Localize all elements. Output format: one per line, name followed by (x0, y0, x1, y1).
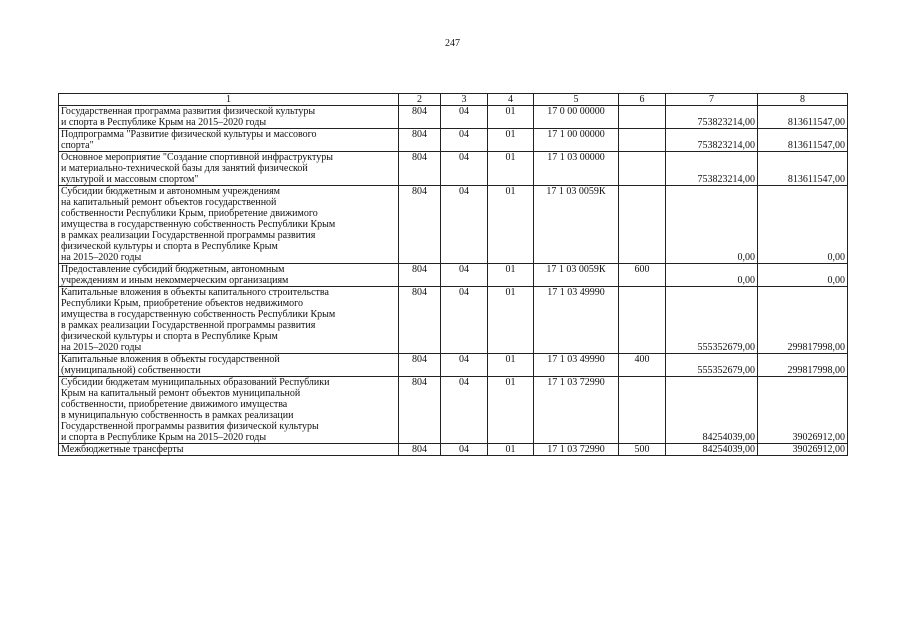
row-name-line: имущества в государственную собственность Республики Крым (61, 219, 336, 230)
amount-2020-cell: 299817998,00 (758, 287, 848, 354)
row-name-line: физической культуры и спорта в Республике Крым (61, 331, 278, 342)
row-name-line: на 2015–2020 годы (61, 252, 142, 263)
amount-2019-cell: 0,00 (666, 264, 758, 287)
row-name-cell (59, 377, 399, 444)
amount-2020-cell: 813611547,00 (758, 152, 848, 186)
row-name-line: в рамках реализации Государственной программы развития (61, 320, 316, 331)
row-name-line: на капитальный ремонт объектов государственной (61, 197, 277, 208)
row-name-line: в муниципальную собственность в рамках реализации (61, 410, 294, 421)
subsection-code-cell: 01 (488, 287, 534, 354)
amount-2019-cell: 555352679,00 (666, 287, 758, 354)
amount-2019-cell: 753823214,00 (666, 106, 758, 129)
row-name-cell (59, 129, 399, 152)
header-cell: 7 (666, 94, 758, 106)
table-row (59, 377, 848, 444)
expense-type-cell: 400 (619, 354, 666, 377)
header-cell: 5 (534, 94, 619, 106)
header-cell: 1 (59, 94, 399, 106)
row-name-line: в рамках реализации Государственной программы развития (61, 230, 316, 241)
section-code-cell: 04 (441, 152, 488, 186)
subsection-code-cell: 01 (488, 377, 534, 444)
row-name-line: культурой и массовым спортом" (61, 174, 199, 185)
row-name-line: собственности Республики Крым, приобретение движимого (61, 208, 318, 219)
expense-type-cell (619, 287, 666, 354)
row-name-line: Государственная программа развития физической культуры (61, 106, 316, 117)
table-header-row (59, 94, 848, 106)
table-row (59, 264, 848, 287)
amount-2019-cell: 0,00 (666, 186, 758, 264)
table-row (59, 129, 848, 152)
expense-type-cell (619, 152, 666, 186)
table-row (59, 152, 848, 186)
expense-type-cell (619, 129, 666, 152)
section-code-cell: 04 (441, 186, 488, 264)
table-row (59, 287, 848, 354)
row-name-line: (муниципальной) собственности (61, 365, 201, 376)
section-code-cell: 04 (441, 444, 488, 456)
section-code-cell: 04 (441, 354, 488, 377)
expense-type-cell (619, 106, 666, 129)
header-cell: 4 (488, 94, 534, 106)
row-name-line: спорта" (61, 140, 94, 151)
ministry-code-cell: 804 (399, 186, 441, 264)
target-article-cell: 17 1 03 0059К (534, 186, 619, 264)
header-cell: 3 (441, 94, 488, 106)
subsection-code-cell: 01 (488, 152, 534, 186)
row-name-line: физической культуры и спорта в Республике Крым (61, 241, 278, 252)
target-article-cell: 17 1 00 00000 (534, 129, 619, 152)
row-name-line: и материально-технической базы для занятий физической (61, 163, 308, 174)
header-cell: 2 (399, 94, 441, 106)
expense-type-cell: 600 (619, 264, 666, 287)
ministry-code-cell: 804 (399, 377, 441, 444)
row-name-cell (59, 106, 399, 129)
table-row (59, 186, 848, 264)
section-code-cell: 04 (441, 287, 488, 354)
row-name-line: Крым на капитальный ремонт объектов муниципальной (61, 388, 301, 399)
target-article-cell: 17 1 03 00000 (534, 152, 619, 186)
row-name-line: учреждениям и иным некоммерческим организациям (61, 275, 289, 286)
target-article-cell: 17 0 00 00000 (534, 106, 619, 129)
section-code-cell: 04 (441, 377, 488, 444)
row-name-line: Предоставление субсидий бюджетным, автономным (61, 264, 285, 275)
row-name-line: имущества в государственную собственность Республики Крым (61, 309, 336, 320)
amount-2020-cell: 299817998,00 (758, 354, 848, 377)
subsection-code-cell: 01 (488, 354, 534, 377)
row-name-line: и спорта в Республике Крым на 2015–2020 годы (61, 432, 267, 443)
section-code-cell: 04 (441, 129, 488, 152)
row-name-cell (59, 287, 399, 354)
row-name-cell (59, 354, 399, 377)
row-name-line: Капитальные вложения в объекты государственной (61, 354, 280, 365)
subsection-code-cell: 01 (488, 186, 534, 264)
section-code-cell: 04 (441, 106, 488, 129)
target-article-cell: 17 1 03 49990 (534, 354, 619, 377)
row-name-cell (59, 152, 399, 186)
ministry-code-cell: 804 (399, 287, 441, 354)
row-name-cell (59, 264, 399, 287)
row-name-line: Субсидии бюджетам муниципальных образований Республики (61, 377, 330, 388)
header-cell: 6 (619, 94, 666, 106)
row-name-line: Подпрограмма "Развитие физической культуры и массового (61, 129, 317, 140)
row-name-line: Государственной программы развития физической культуры (61, 421, 319, 432)
amount-2019-cell: 753823214,00 (666, 152, 758, 186)
section-code-cell: 04 (441, 264, 488, 287)
subsection-code-cell: 01 (488, 106, 534, 129)
row-name-line: Капитальные вложения в объекты капитального строительства (61, 287, 329, 298)
row-name-cell (59, 444, 399, 456)
row-name-line: на 2015–2020 годы (61, 342, 142, 353)
page-number: 247 (445, 38, 460, 49)
ministry-code-cell: 804 (399, 106, 441, 129)
budget-table-body (59, 94, 848, 456)
amount-2019-cell: 753823214,00 (666, 129, 758, 152)
ministry-code-cell: 804 (399, 129, 441, 152)
amount-2020-cell: 39026912,00 (758, 377, 848, 444)
row-name-line: собственности, приобретение движимого имущества (61, 399, 288, 410)
amount-2020-cell: 813611547,00 (758, 106, 848, 129)
row-name-line: Основное мероприятие "Создание спортивной инфраструктуры (61, 152, 333, 163)
target-article-cell: 17 1 03 72990 (534, 377, 619, 444)
amount-2020-cell: 0,00 (758, 264, 848, 287)
expense-type-cell (619, 186, 666, 264)
table-row (59, 444, 848, 456)
subsection-code-cell: 01 (488, 444, 534, 456)
expense-type-cell (619, 377, 666, 444)
target-article-cell: 17 1 03 72990 (534, 444, 619, 456)
header-cell: 8 (758, 94, 848, 106)
amount-2019-cell: 555352679,00 (666, 354, 758, 377)
ministry-code-cell: 804 (399, 444, 441, 456)
ministry-code-cell: 804 (399, 152, 441, 186)
expense-type-cell: 500 (619, 444, 666, 456)
subsection-code-cell: 01 (488, 264, 534, 287)
row-name-line: Республики Крым, приобретение объектов недвижимого (61, 298, 303, 309)
amount-2019-cell: 84254039,00 (666, 444, 758, 456)
target-article-cell: 17 1 03 0059К (534, 264, 619, 287)
amount-2020-cell: 813611547,00 (758, 129, 848, 152)
row-name-line: и спорта в Республике Крым на 2015–2020 годы (61, 117, 267, 128)
amount-2020-cell: 39026912,00 (758, 444, 848, 456)
ministry-code-cell: 804 (399, 264, 441, 287)
table-row (59, 106, 848, 129)
ministry-code-cell: 804 (399, 354, 441, 377)
row-name-line: Межбюджетные трансферты (61, 444, 184, 455)
target-article-cell: 17 1 03 49990 (534, 287, 619, 354)
row-name-line: Субсидии бюджетным и автономным учреждениям (61, 186, 281, 197)
amount-2020-cell: 0,00 (758, 186, 848, 264)
table-row (59, 354, 848, 377)
budget-table (58, 93, 848, 456)
amount-2019-cell: 84254039,00 (666, 377, 758, 444)
row-name-cell (59, 186, 399, 264)
subsection-code-cell: 01 (488, 129, 534, 152)
